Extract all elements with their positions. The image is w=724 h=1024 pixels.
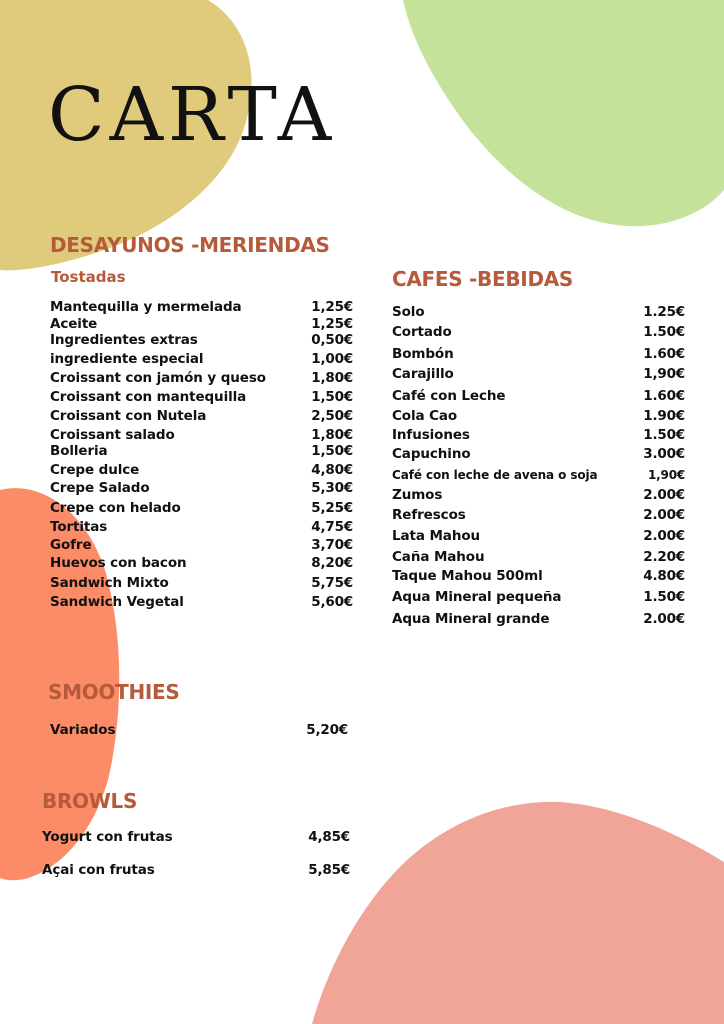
item-name: Cortado xyxy=(392,324,452,340)
desayunos-item xyxy=(50,521,353,535)
item-name: Caña Mahou xyxy=(392,549,485,565)
item-price: 1,25€ xyxy=(311,316,353,332)
item-name: ingrediente especial xyxy=(50,351,204,367)
cafes-item xyxy=(392,410,685,424)
item-name: Variados xyxy=(50,722,116,738)
item-name: Lata Mahou xyxy=(392,528,481,544)
cafes-item xyxy=(392,390,685,404)
item-name: Mantequilla y mermelada xyxy=(50,299,242,315)
item-price: 1,50€ xyxy=(311,443,353,459)
cafes-item xyxy=(392,429,685,443)
item-name: Infusiones xyxy=(392,427,470,443)
item-price: 1,25€ xyxy=(311,299,353,315)
item-name: Huevos con bacon xyxy=(50,555,187,571)
item-name: Croissant con Nutela xyxy=(50,408,207,424)
item-price: 5,20€ xyxy=(306,722,348,738)
item-price: 1.90€ xyxy=(643,408,685,424)
desayunos-item xyxy=(50,353,353,367)
item-name: Taque Mahou 500ml xyxy=(392,568,543,584)
item-price: 2.00€ xyxy=(643,507,685,523)
item-price: 1,50€ xyxy=(311,389,353,405)
item-name: Croissant con mantequilla xyxy=(50,389,247,405)
item-name: Carajillo xyxy=(392,366,454,382)
item-price: 2,50€ xyxy=(311,408,353,424)
item-name: Açai con frutas xyxy=(42,862,155,878)
cafes-item xyxy=(392,469,685,481)
item-name: Tortitas xyxy=(50,519,108,535)
item-name: Zumos xyxy=(392,487,443,503)
item-price: 4,75€ xyxy=(311,519,353,535)
bowls-item xyxy=(42,864,350,878)
cafes-item xyxy=(392,348,685,362)
item-price: 5,30€ xyxy=(311,480,353,496)
item-price: 1,90€ xyxy=(648,468,685,482)
item-name: Sandwich Mixto xyxy=(50,575,169,591)
bowls-item xyxy=(42,831,350,845)
item-price: 1,00€ xyxy=(311,351,353,367)
item-price: 3.00€ xyxy=(643,446,685,462)
item-price: 1,80€ xyxy=(311,370,353,386)
cafes-item xyxy=(392,591,685,605)
desayunos-heading: DESAYUNOS -MERIENDAS xyxy=(50,233,330,257)
item-name: Crepe Salado xyxy=(50,480,150,496)
item-name: Croissant salado xyxy=(50,427,175,443)
item-price: 4,85€ xyxy=(308,829,350,845)
item-name: Solo xyxy=(392,304,425,320)
cafes-item xyxy=(392,509,685,523)
item-price: 1.25€ xyxy=(643,304,685,320)
cafes-item xyxy=(392,368,685,382)
desayunos-item xyxy=(50,464,353,478)
cafes-item xyxy=(392,551,685,565)
desayunos-item xyxy=(50,318,353,332)
cafes-item xyxy=(392,570,685,584)
item-name: Cola Cao xyxy=(392,408,458,424)
desayunos-item xyxy=(50,577,353,591)
item-price: 2.00€ xyxy=(643,611,685,627)
item-name: Café con leche de avena o soja xyxy=(392,468,598,482)
desayunos-item xyxy=(50,596,353,610)
item-price: 1.50€ xyxy=(643,324,685,340)
item-price: 5,25€ xyxy=(311,500,353,516)
desayunos-item xyxy=(50,502,353,516)
desayunos-item xyxy=(50,301,353,315)
tostadas-subheading: Tostadas xyxy=(51,268,126,286)
item-name: Crepe dulce xyxy=(50,462,140,478)
item-price: 3,70€ xyxy=(311,537,353,553)
cafes-heading: CAFES -BEBIDAS xyxy=(392,267,574,291)
item-name: Sandwich Vegetal xyxy=(50,594,184,610)
desayunos-item xyxy=(50,410,353,424)
item-price: 4.80€ xyxy=(643,568,685,584)
item-price: 4,80€ xyxy=(311,462,353,478)
item-name: Gofre xyxy=(50,537,92,553)
desayunos-item xyxy=(50,557,353,571)
item-price: 2.20€ xyxy=(643,549,685,565)
desayunos-item xyxy=(50,429,353,443)
item-price: 8,20€ xyxy=(311,555,353,571)
item-price: 1,80€ xyxy=(311,427,353,443)
cafes-item xyxy=(392,326,685,340)
cafes-item xyxy=(392,448,685,462)
pink-blob-shape xyxy=(312,802,724,1024)
item-name: Bolleria xyxy=(50,443,108,459)
item-price: 0,50€ xyxy=(311,332,353,348)
item-name: Café con Leche xyxy=(392,388,506,404)
item-price: 2.00€ xyxy=(643,487,685,503)
item-name: Yogurt con frutas xyxy=(42,829,173,845)
item-name: Aceite xyxy=(50,316,98,332)
item-name: Crepe con helado xyxy=(50,500,181,516)
item-name: Capuchino xyxy=(392,446,471,462)
page-title: CARTA xyxy=(48,72,337,158)
item-name: Aqua Mineral pequeña xyxy=(392,589,562,605)
item-price: 5,85€ xyxy=(308,862,350,878)
item-price: 5,60€ xyxy=(311,594,353,610)
item-name: Aqua Mineral grande xyxy=(392,611,550,627)
desayunos-item xyxy=(50,539,353,553)
smoothies-item xyxy=(50,724,348,738)
item-name: Refrescos xyxy=(392,507,466,523)
desayunos-item xyxy=(50,482,353,496)
cafes-item xyxy=(392,306,685,320)
cafes-item xyxy=(392,530,685,544)
item-price: 1.50€ xyxy=(643,589,685,605)
item-price: 1,90€ xyxy=(643,366,685,382)
desayunos-item xyxy=(50,445,353,459)
smoothies-heading: SMOOTHIES xyxy=(48,680,180,704)
item-name: Croissant con jamón y queso xyxy=(50,370,266,386)
item-price: 2.00€ xyxy=(643,528,685,544)
desayunos-item xyxy=(50,372,353,386)
item-name: Ingredientes extras xyxy=(50,332,198,348)
bowls-heading: BROWLS xyxy=(42,789,138,813)
cafes-item xyxy=(392,613,685,627)
item-price: 1.60€ xyxy=(643,388,685,404)
green-blob-shape xyxy=(403,0,724,226)
item-price: 5,75€ xyxy=(311,575,353,591)
item-name: Bombón xyxy=(392,346,454,362)
cafes-item xyxy=(392,489,685,503)
desayunos-item xyxy=(50,391,353,405)
item-price: 1.60€ xyxy=(643,346,685,362)
item-price: 1.50€ xyxy=(643,427,685,443)
desayunos-item xyxy=(50,334,353,348)
